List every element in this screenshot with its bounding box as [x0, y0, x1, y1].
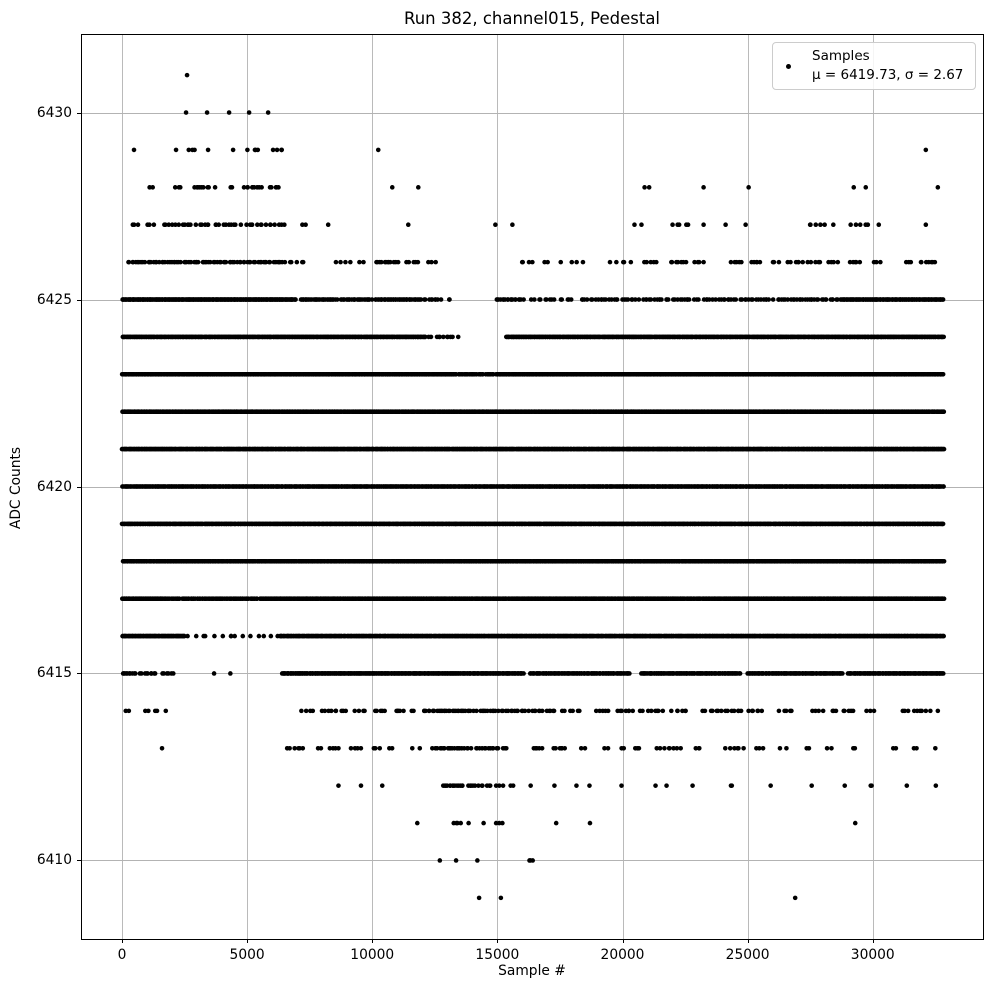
- y-tick-label: 6415: [36, 665, 72, 682]
- y-tick-label: 6430: [36, 104, 72, 121]
- x-tick-label: 15000: [475, 947, 520, 963]
- x-axis-label: Sample #: [498, 963, 566, 979]
- x-tick-label: 5000: [229, 947, 265, 963]
- samples-marker-dot: [786, 64, 791, 69]
- x-tick-label: 0: [117, 947, 127, 963]
- x-tick-label: 25000: [725, 947, 770, 963]
- legend: [772, 42, 976, 90]
- y-axis-label: ADC Counts: [8, 446, 24, 530]
- chart-title: Run 382, channel015, Pedestal: [403, 9, 661, 28]
- x-tick-label: 30000: [850, 947, 895, 963]
- legend-stats: μ = 6419.73, σ = 2.67: [812, 67, 964, 83]
- y-tick-label: 6425: [36, 291, 72, 308]
- legend-label-samples: Samples: [812, 48, 870, 64]
- x-tick-label: 20000: [600, 947, 645, 963]
- y-tick-label: 6410: [36, 852, 72, 869]
- x-tick-label: 10000: [350, 947, 395, 963]
- y-tick-label: 6420: [36, 478, 72, 495]
